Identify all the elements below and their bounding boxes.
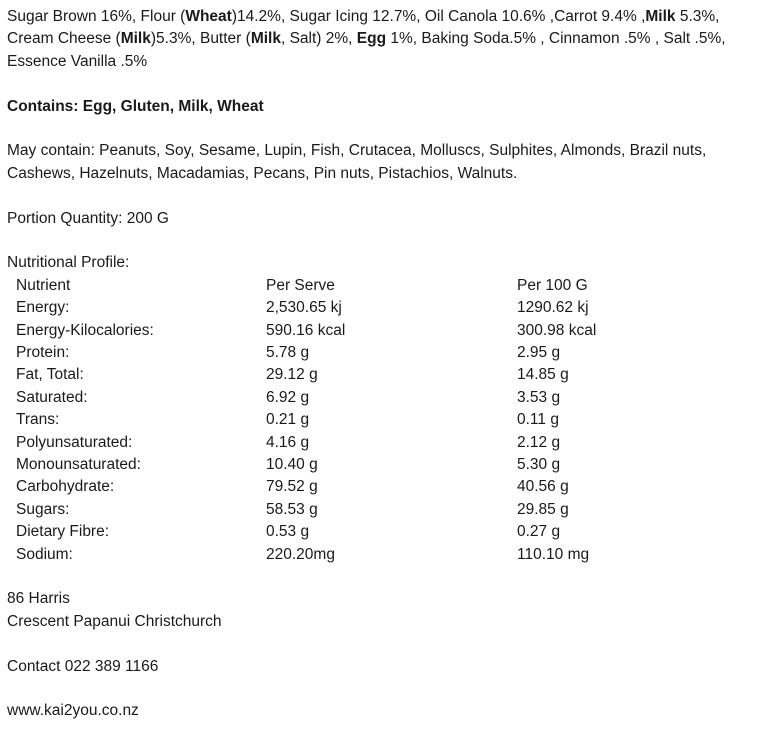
nutrient-name: Polyunsaturated: <box>16 433 133 451</box>
per-100g-value: 300.98 kcal <box>517 321 597 339</box>
per-serve-value: 58.53 g <box>266 500 318 518</box>
nutrient-name: Sodium: <box>16 545 73 563</box>
per-100g-value: 1290.62 kj <box>517 299 589 317</box>
ingredient-text: )14.2%, Sugar Icing 12.7%, Oil Canola 10.6% ,Carrot 9.4% , <box>231 8 646 25</box>
per-100g-value: 5.30 g <box>517 456 561 474</box>
per-100g-value: 2.12 g <box>517 433 561 451</box>
nutrient-name: Trans: <box>16 411 60 429</box>
nutrient-name: Sugars: <box>16 500 70 518</box>
ingredient-text: Sugar Brown 16%, Flour ( <box>7 8 186 25</box>
contains-text: Contains: Egg, Gluten, Milk, Wheat <box>7 97 264 115</box>
column-header-per-serve: Per Serve <box>266 276 335 294</box>
per-100g-value: 3.53 g <box>517 388 561 406</box>
allergen-highlight: Milk <box>250 30 281 48</box>
allergen-highlight: Milk <box>120 30 151 48</box>
nutrition-heading: Nutritional Profile: <box>7 254 130 272</box>
nutrient-name: Energy-Kilocalories: <box>16 321 154 339</box>
per-serve-value: 6.92 g <box>266 388 310 406</box>
per-serve-value: 79.52 g <box>266 478 318 496</box>
website-link[interactable]: www.kai2you.co.nz <box>7 702 139 720</box>
portion-quantity: Portion Quantity: 200 G <box>7 209 169 227</box>
per-serve-value: 0.53 g <box>266 523 310 541</box>
may-contain-allergens: May contain: Peanuts, Soy, Sesame, Lupin, Fish, Crutacea, Molluscs, Sulphites, Almonds, Brazil nuts, Cashews, Hazelnuts, Macadamias, Pecans, Pin nuts, Pistachios, Walnuts. <box>7 142 707 182</box>
table-row <box>16 387 747 409</box>
table-row <box>16 342 747 364</box>
nutrient-name: Saturated: <box>16 388 88 406</box>
per-100g-value: 40.56 g <box>517 478 569 496</box>
allergen-highlight: Milk <box>645 8 676 25</box>
per-100g-value: 14.85 g <box>517 366 569 384</box>
contact-phone: Contact 022 389 1166 <box>7 657 159 675</box>
column-header-nutrient: Nutrient <box>16 276 71 294</box>
allergen-highlight: Egg <box>356 30 387 48</box>
table-row <box>16 476 747 498</box>
nutrient-name: Protein: <box>16 344 70 362</box>
nutrient-name: Fat, Total: <box>16 366 84 384</box>
nutrient-name: Monounsaturated: <box>16 456 141 474</box>
per-serve-value: 220.20mg <box>266 545 335 563</box>
address-line-1: 86 Harris <box>7 590 70 608</box>
per-100g-value: 0.11 g <box>517 411 559 429</box>
nutrient-name: Carbohydrate: <box>16 478 115 496</box>
ingredients-list <box>7 6 753 73</box>
per-serve-value: 5.78 g <box>266 344 310 362</box>
per-serve-value: 4.16 g <box>266 433 310 451</box>
table-row <box>16 320 747 342</box>
per-serve-value: 0.21 g <box>266 411 310 429</box>
table-row <box>16 297 747 319</box>
nutrition-header-row <box>16 275 747 297</box>
per-100g-value: 2.95 g <box>517 344 561 362</box>
per-serve-value: 590.16 kcal <box>266 321 346 339</box>
nutrition-table <box>16 275 747 566</box>
allergen-highlight: Wheat <box>185 8 232 25</box>
ingredient-text: 1%, Baking Soda.5% , Cinnamon .5% , Salt .5%, Essence Vanilla .5% <box>7 30 726 70</box>
per-serve-value: 29.12 g <box>266 366 318 384</box>
table-row <box>16 499 747 521</box>
table-row <box>16 432 747 454</box>
table-row <box>16 521 747 543</box>
nutrient-name: Dietary Fibre: <box>16 523 110 541</box>
column-header-per-100g: Per 100 G <box>517 276 588 294</box>
table-row <box>16 409 747 431</box>
per-100g-value: 110.10 mg <box>517 545 590 563</box>
ingredient-text: )5.3%, Butter ( <box>150 30 251 48</box>
per-serve-value: 10.40 g <box>266 456 318 474</box>
ingredient-text: , Salt) 2%, <box>280 30 357 48</box>
nutrient-name: Energy: <box>16 299 70 317</box>
table-row <box>16 454 747 476</box>
per-100g-value: 29.85 g <box>517 500 569 518</box>
contains-allergens <box>7 96 757 118</box>
table-row <box>16 364 747 386</box>
per-serve-value: 2,530.65 kj <box>266 299 342 317</box>
per-100g-value: 0.27 g <box>517 523 561 541</box>
table-row <box>16 544 747 566</box>
ingredient-text: 5.3%, Cream Cheese ( <box>7 8 720 48</box>
address-line-2: Crescent Papanui Christchurch <box>7 612 222 630</box>
